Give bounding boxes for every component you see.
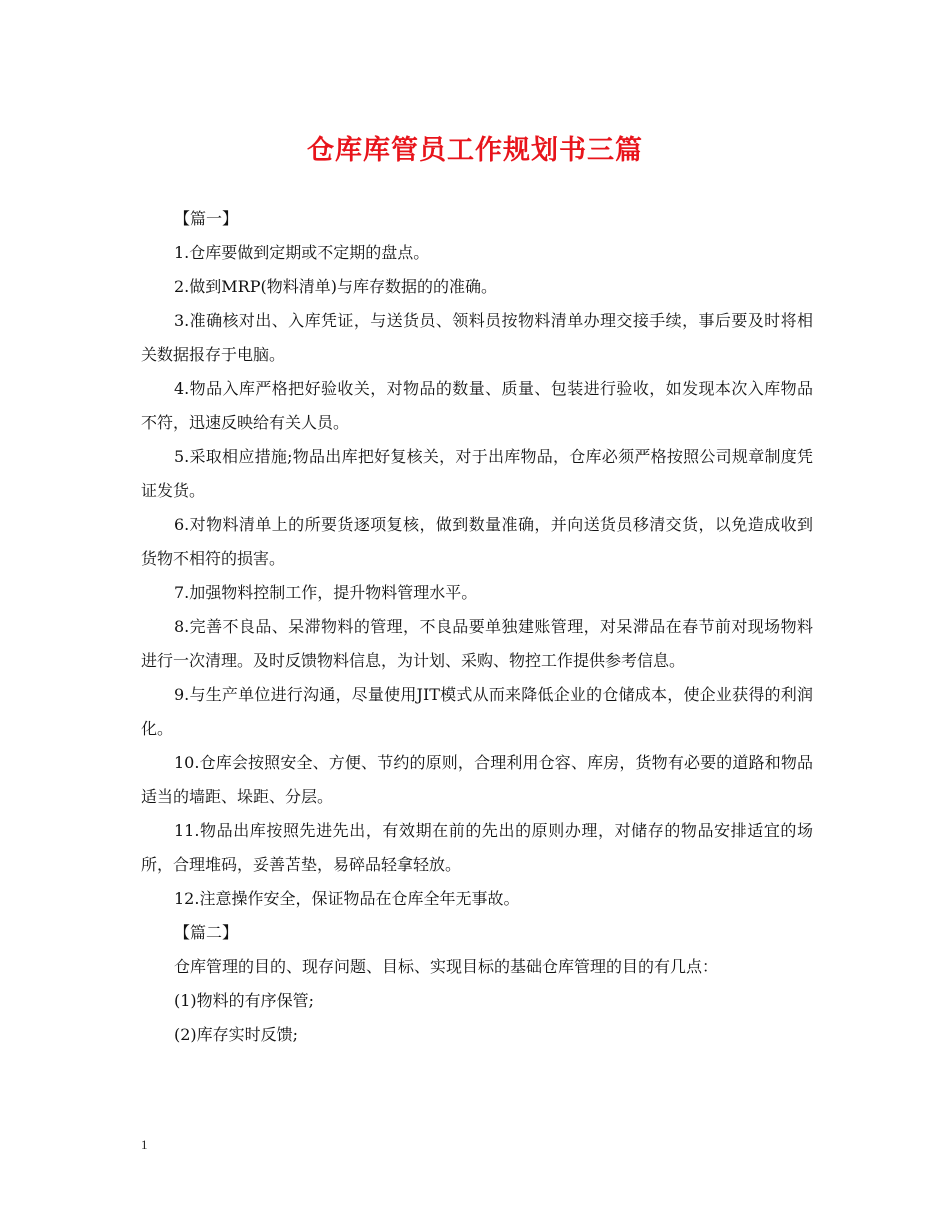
list-item: 4.物品入库严格把好验收关，对物品的数量、质量、包装进行验收，如发现本次入库物品不符，迅速反映给有关人员。 xyxy=(141,379,813,432)
list-item: (2)库存实时反馈; xyxy=(174,1025,299,1044)
list-item: 10.仓库会按照安全、方便、节约的原则，合理利用仓容、库房，货物有必要的道路和物品适当的墙距、垛距、分层。 xyxy=(141,753,813,806)
list-item: 7.加强物料控制工作，提升物料管理水平。 xyxy=(174,583,478,602)
page-number: 1 xyxy=(141,1137,148,1152)
section-heading-1: 【篇一】 xyxy=(174,209,239,228)
page-title: 仓库库管员工作规划书三篇 xyxy=(307,135,643,166)
list-item: 仓库管理的目的、现存问题、目标、实现目标的基础仓库管理的目的有几点： xyxy=(174,957,719,976)
list-item: 9.与生产单位进行沟通，尽量使用JIT模式从而来降低企业的仓储成本，使企业获得的利润化。 xyxy=(141,685,813,738)
list-item: (1)物料的有序保管; xyxy=(174,991,315,1010)
list-item: 11.物品出库按照先进先出，有效期在前的先出的原则办理，对储存的物品安排适宜的场所，合理堆码，妥善苫垫，易碎品轻拿轻放。 xyxy=(141,821,813,874)
list-item: 1.仓库要做到定期或不定期的盘点。 xyxy=(174,243,430,262)
list-item: 12.注意操作安全，保证物品在仓库全年无事故。 xyxy=(174,889,520,908)
list-item: 3.准确核对出、入库凭证，与送货员、领料员按物料清单办理交接手续，事后要及时将相关数据报存于电脑。 xyxy=(141,311,813,364)
document-body xyxy=(141,202,813,1052)
list-item: 6.对物料清单上的所要货逐项复核，做到数量准确，并向送货员移清交货，以免造成收到货物不相符的损害。 xyxy=(141,515,813,568)
section-heading-2: 【篇二】 xyxy=(174,923,239,942)
list-item: 2.做到MRP(物料清单)与库存数据的的准确。 xyxy=(174,277,497,296)
list-item: 5.采取相应措施;物品出库把好复核关，对于出库物品，仓库必须严格按照公司规章制度凭证发货。 xyxy=(141,447,813,500)
list-item: 8.完善不良品、呆滞物料的管理，不良品要单独建账管理，对呆滞品在春节前对现场物料进行一次清理。及时反馈物料信息，为计划、采购、物控工作提供参考信息。 xyxy=(141,617,813,670)
